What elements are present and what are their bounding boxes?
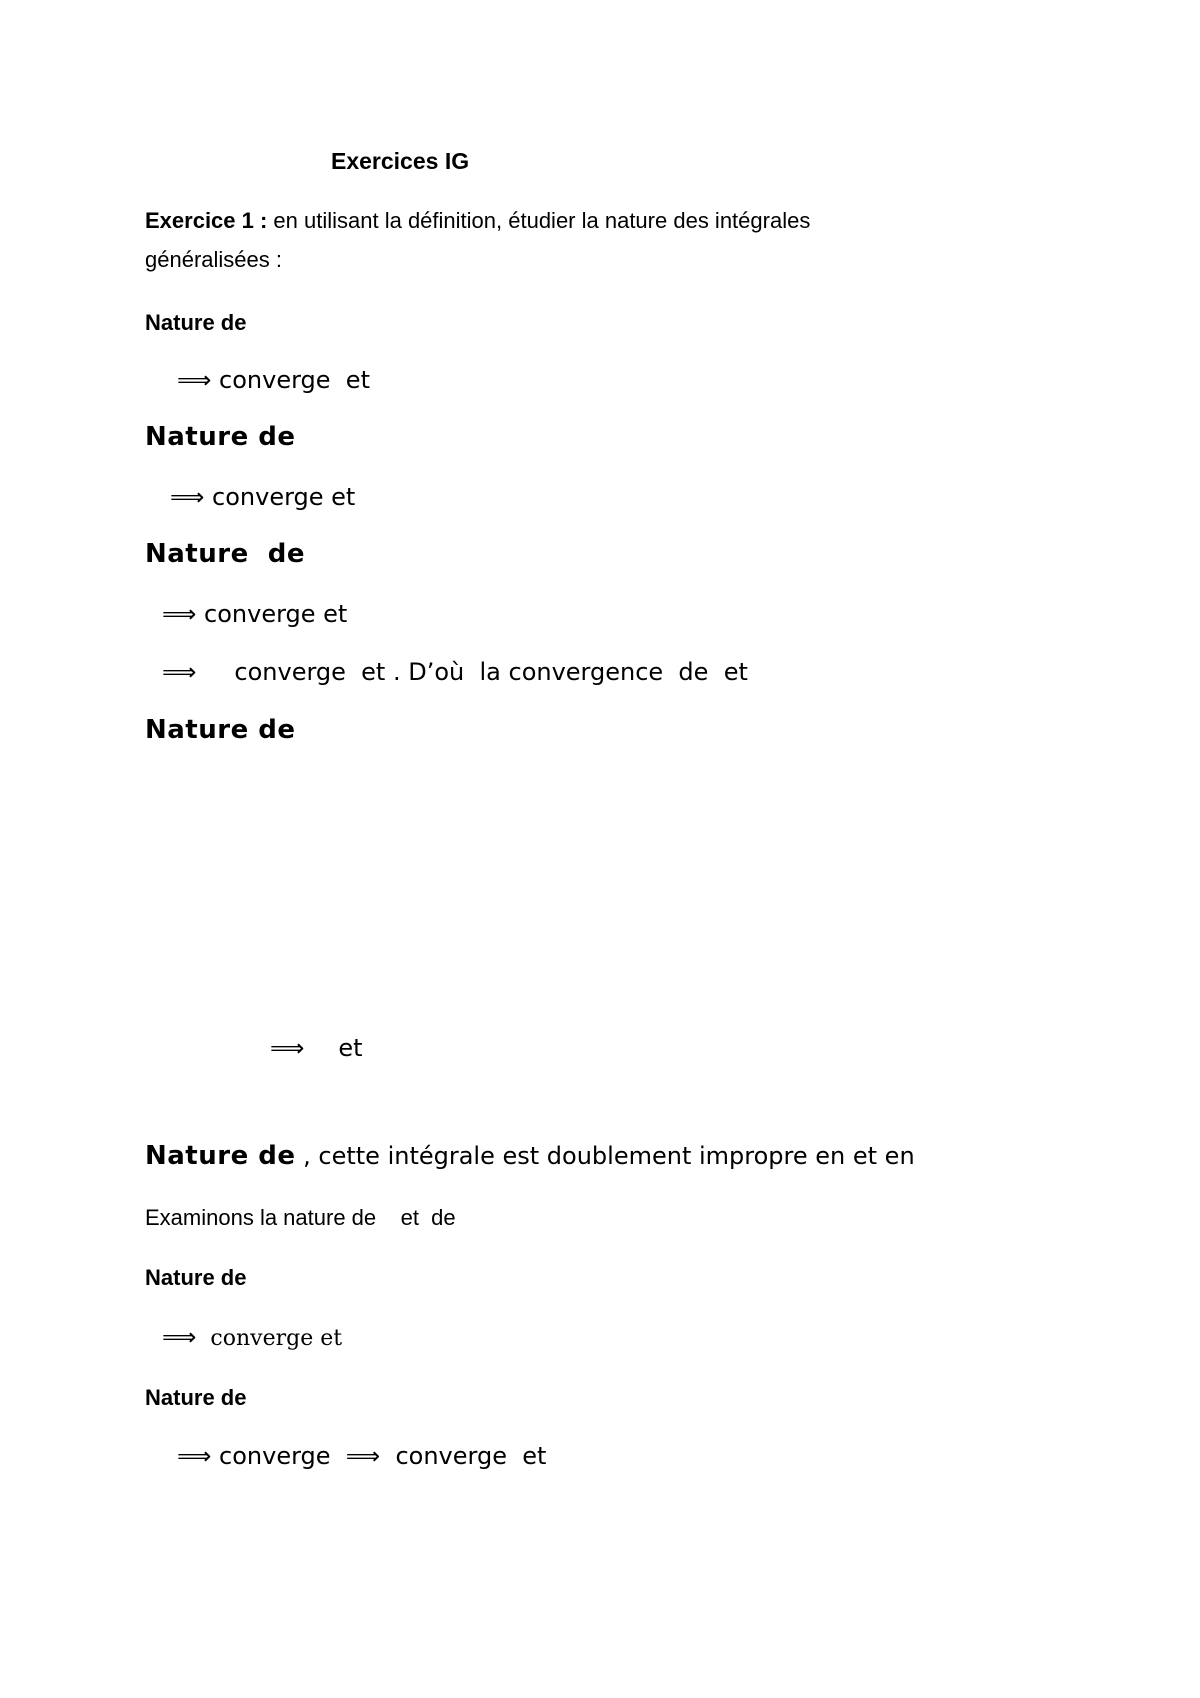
nature-heading-1: Nature de — [145, 310, 247, 335]
nature-heading-7: Nature de — [145, 1385, 247, 1410]
document-title: Exercices IG — [331, 148, 470, 174]
nature-heading-6: Nature de — [145, 1265, 247, 1290]
exercise-1-statement — [145, 208, 810, 234]
result-line-6-text: converge et — [210, 1326, 343, 1351]
nature-5-text: , cette intégrale est doublement impropre en et en — [295, 1142, 915, 1170]
result-line-2: ⟹ converge et — [170, 483, 356, 511]
nature-heading-3: Nature de — [145, 539, 306, 569]
result-line-3: ⟹ converge et — [162, 600, 348, 628]
implies-arrow: ⟹ — [162, 1323, 197, 1351]
result-line-6 — [162, 1323, 342, 1351]
nature-heading-5: Nature de — [145, 1141, 296, 1171]
exercise-1-text: en utilisant la définition, étudier la nature des intégrales — [267, 208, 811, 233]
result-line-5 — [270, 1034, 363, 1062]
implies-arrow: ⟹ — [162, 658, 197, 686]
examinons-line: Examinons la nature de et de — [145, 1205, 456, 1230]
exercise-1-label: Exercice 1 : — [145, 208, 268, 233]
nature-heading-4: Nature de — [145, 715, 296, 745]
exercise-1-text-line2: généralisées : — [145, 247, 282, 272]
result-line-7: ⟹ converge ⟹ converge et — [177, 1442, 547, 1470]
nature-heading-2: Nature de — [145, 422, 296, 452]
result-line-4-text: converge et . D’où la convergence de et — [234, 658, 748, 686]
result-line-4 — [162, 658, 748, 686]
nature-statement-5 — [145, 1141, 915, 1171]
result-line-1: ⟹ converge et — [177, 366, 370, 394]
implies-arrow: ⟹ — [270, 1034, 305, 1062]
result-line-5-text: et — [338, 1034, 363, 1062]
